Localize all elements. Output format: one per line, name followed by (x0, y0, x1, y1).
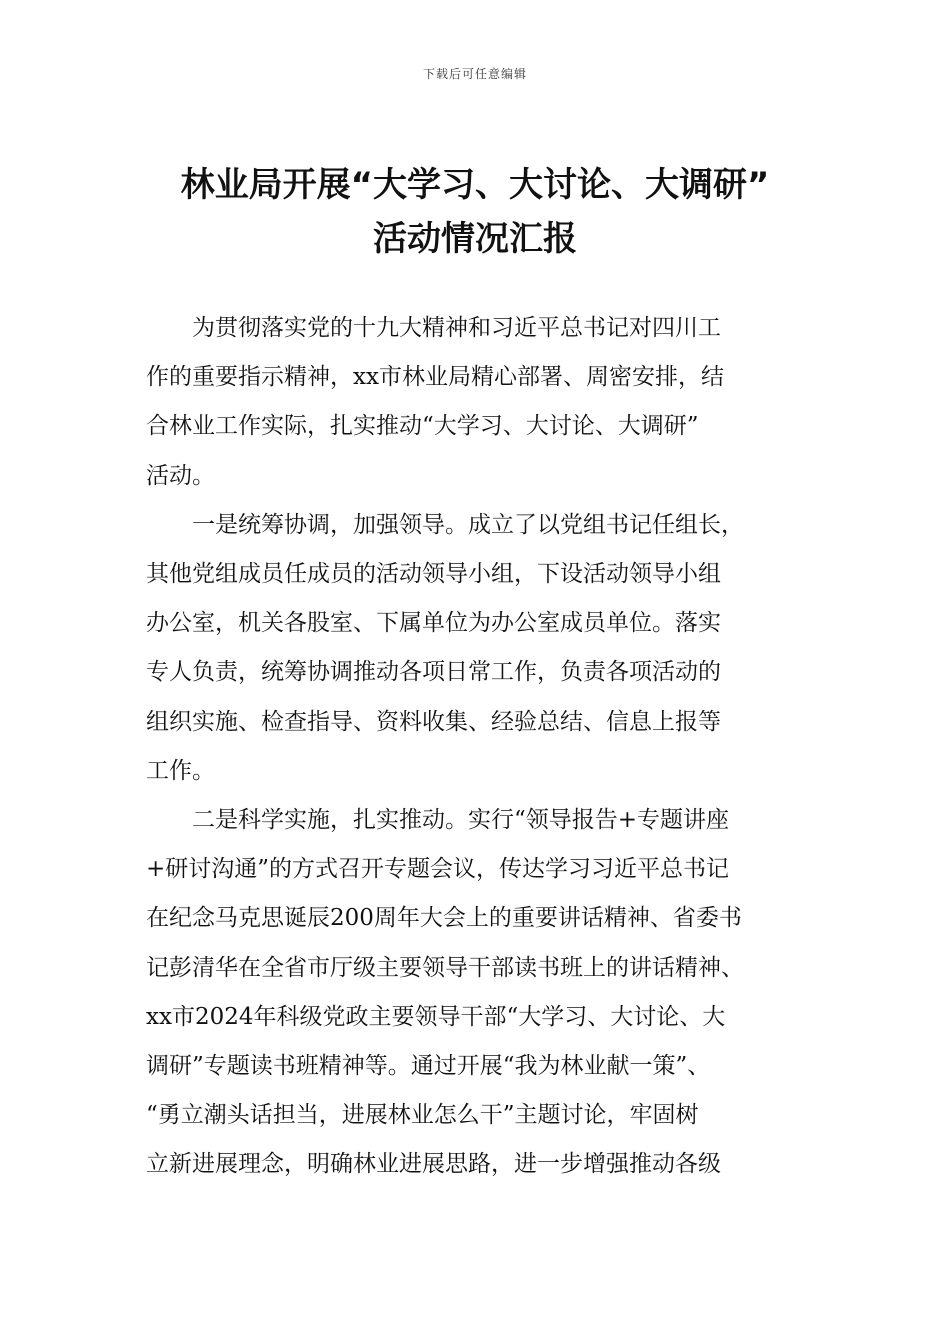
text-line: 一是统筹协调，加强领导。成立了以党组书记任组长， (192, 511, 744, 538)
document-body (146, 304, 808, 1190)
text-line: 在纪念马克思诞辰200周年大会上的重要讲话精神、省委书 (146, 905, 742, 932)
text-line: 作的重要指示精神，xx市林业局精心部署、周密安排，结 (146, 364, 724, 391)
text-line: 二是科学实施，扎实推动。实行“领导报告+专题讲座 (192, 807, 730, 834)
text-line: xx市2024年科级党政主要领导干部“大学习、大讨论、大 (146, 1003, 726, 1030)
paragraph-intro (146, 304, 808, 501)
paragraph-leadership (146, 501, 808, 796)
title-line-1: 林业局开展“大学习、大讨论、大调研” (180, 165, 770, 205)
text-line: 专人负责，统筹协调推动各项日常工作，负责各项活动的 (146, 659, 721, 686)
document-title (120, 158, 830, 266)
text-line: 立新进展理念，明确林业进展思路，进一步增强推动各级 (146, 1151, 721, 1178)
text-line: 其他党组成员任成员的活动领导小组，下设活动领导小组 (146, 561, 721, 588)
paragraph-implementation (146, 796, 808, 1190)
text-line: 办公室，机关各股室、下属单位为办公室成员单位。落实 (146, 610, 721, 637)
text-line: 记彭清华在全省市厅级主要领导干部读书班上的讲话精神、 (146, 954, 744, 981)
title-line-2: 活动情况汇报 (373, 219, 577, 259)
text-line: 合林业工作实际，扎实推动“大学习、大讨论、大调研” (146, 413, 699, 440)
text-line: 调研”专题读书班精神等。通过开展“我为林业献一策”、 (146, 1053, 711, 1080)
text-line: 工作。 (146, 757, 215, 784)
text-line: 活动。 (146, 462, 215, 489)
text-line: 组织实施、检查指导、资料收集、经验总结、信息上报等 (146, 708, 721, 735)
page-header-note: 下载后可任意编辑 (422, 67, 527, 81)
text-line: 为贯彻落实党的十九大精神和习近平总书记对四川工 (192, 315, 721, 341)
text-line: +研讨沟通”的方式召开专题会议，传达学习习近平总书记 (146, 856, 730, 883)
text-line: “勇立潮头话担当，进展林业怎么干”主题讨论，牢固树 (146, 1102, 699, 1129)
